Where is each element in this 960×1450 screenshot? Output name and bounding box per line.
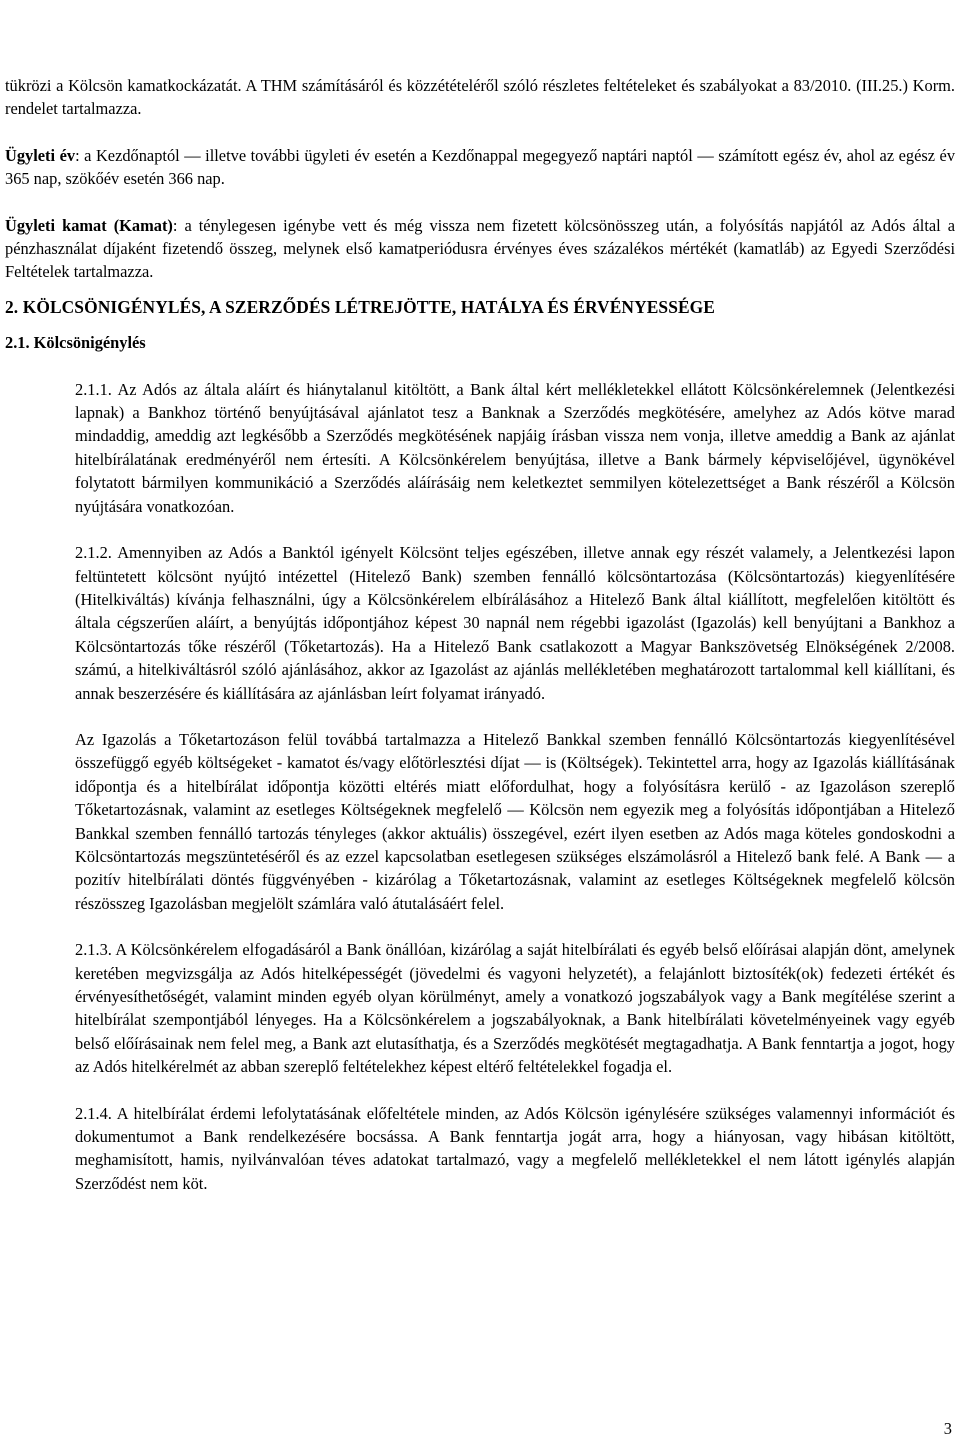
paragraph-2-1-3: 2.1.3. A Kölcsönkérelem elfogadásáról a Bank önállóan, kizárólag a saját hitelbírálati és egyéb belső előírásai alapján dönt, amelynek keretében megvizsgálja az Adós hitelképességét (jövedelmi és vagyoni helyzetét), a felajánlott biztosíték(ok) fedezeti értékét és érvényesíthetőségét, valamint minden egyéb olyan körülményt, amely a vonatkozó jogszabályok vagy a Bank megítélése szerint a hitelbírálat szempontjából lényeges. Ha a Kölcsönkérelem a jogszabályoknak, a Bank hitelbírálati követelményeinek vagy egyéb belső előírásainak nem felel meg, a Bank azt elutasíthatja, és a Szerződés megkötését megtagadhatja. A Bank fenntartja a jogot, hogy az Adós hitelkérelmét az abban szereplő feltételekhez képest eltérő feltételekkel fogadja el.	[75, 940, 955, 1077]
paragraph-2-1-1: 2.1.1. Az Adós az általa aláírt és hiánytalanul kitöltött, a Bank által kért mellékletekkel ellátott Kölcsönkérelemnek (Jelentkezési lapnak) a Bankhoz történő benyújtásával ajánlatot tesz a Banknak a Szerződés megkötésére, amelyhez az Adós kötve marad mindaddig, ameddig azt legkésőbb a Szerződés megkötésének napjáig írásban vissza nem vonja, illetve ameddig a Bank az ajánlat hitelbírálatának eredményéről nem értesíti. A Kölcsönkérelem benyújtása, illetve a Bank bármely képviselőjével, ügynökével folytatott bármilyen kommunikáció a Szerződés aláírásáig nem keletkeztet semmilyen kötelezettséget a Bank részéről a Kölcsön nyújtására vonatkozóan.	[75, 379, 955, 516]
paragraph-2-1-4: 2.1.4. A hitelbírálat érdemi lefolytatásának előfeltétele minden, az Adós Kölcsön igénylésére szükséges valamennyi információt és dokumentumot a Bank rendelkezésére bocsássa. A Bank fenntartja jogát arra, hogy a hiányosan, vagy hibásan kitöltött, meghamisított, hamis, nyilvánvalóan téves adatokat tartalmazó, vagy a megfelelő mellékletekkel el nem látott igénylés alapján Szerződést nem köt.	[75, 1103, 955, 1193]
section-title: 2. KÖLCSÖNIGÉNYLÉS, A SZERZŐDÉS LÉTREJÖTTE, HATÁLYA ÉS ÉRVÉNYESSÉGE	[5, 296, 716, 317]
page-number: 3	[943, 1419, 952, 1438]
definition-term: Ügyleti kamat (Kamat)	[5, 215, 173, 235]
definition-text: : a Kezdőnaptól ― illetve további ügyleti év esetén a Kezdőnappal megegyező naptári naptól ― számított egész év, ahol az egész év 365 nap, szökőév esetén 366 nap.	[5, 145, 956, 189]
definition-ugyleti-ev	[5, 144, 955, 191]
definition-term: Ügyleti év	[5, 145, 76, 165]
paragraph-2-1-2: 2.1.2. Amennyiben az Adós a Banktól igényelt Kölcsönt teljes egészében, illetve annak egy részét valamely, a Jelentkezési lapon feltüntetett kölcsönt nyújtó intézettel (Hitelező Bank) szemben fennálló kölcsöntartozása (Kölcsöntartozás) kiegyenlítésére (Hitelkiváltás) kívánja felhasználni, úgy a Kölcsönkérelem elbírálásához a Hitelező Bank által kiállított, megfelelően kitöltött és általa cégszerűen aláírt, a benyújtás időpontjához képest 30 napnál nem régebbi igazolást (Igazolás) kell benyújtani a Bankhoz a Kölcsöntartozás tőke részéről (Tőketartozás). Ha a Hitelező Bank csatlakozott a Magyar Bankszövetség Elnökségének 2/2008. számú, a hitelkiváltásról szóló ajánlásához, akkor az Igazolást az ajánlás mellékletében meghatározott tartalommal kell kiállítani, és annak beszerzésére és kiállítására az ajánlásban leírt folyamat irányadó.	[75, 543, 955, 703]
document-body	[5, 74, 955, 1195]
definition-ugyleti-kamat	[5, 214, 955, 284]
subsection-title: 2.1. Kölcsönigénylés	[5, 333, 146, 353]
definition-text: : a ténylegesen igénybe vett és még vissza nem fizetett kölcsönösszeg után, a folyósítás napjától az Adós által a pénzhasználat díjaként fizetendő összeg, melynek első kamatperiódusra érvényes éves százalékos mértékét (kamatláb) az Egyedi Szerződési Feltételek tartalmazza.	[5, 215, 955, 282]
paragraph-igazolas: Az Igazolás a Tőketartozáson felül továbbá tartalmazza a Hitelező Bankkal szemben fennálló Kölcsöntartozás kiegyenlítésével összefüggő egyéb költségeket - kamatot és/vagy előtörlesztési díjat ― is (Költségek). Tekintettel arra, hogy az Igazolás kiállításának időpontja és a hitelbírálat időpontja közötti eltérés miatt előfordulhat, hogy a folyósításra kerülő - az Igazoláson szereplő Tőketartozásnak, valamint az esetleges Költségeknek megfelelő ― Kölcsön nem egyezik meg a folyósítás időpontjában a Hitelező Bankkal szemben fennálló tartozás tényleges (akkor aktuális) összegével, ezért ilyen esetben az Adós maga köteles gondoskodni a Kölcsöntartozás megszüntetéséről és az ezzel kapcsolatban esetlegesen szükséges elszámolásról a Hitelező bank felé. A Bank ― a pozitív hitelbírálati döntés függvényében - kizárólag a Tőketartozásnak, valamint az esetleges Költségeknek megfelelő kölcsön részösszeg Igazolásban megjelölt számlára való átutalásáért felel.	[75, 729, 955, 913]
intro-paragraph: tükrözi a Kölcsön kamatkockázatát. A THM számításáról és közzétételéről szóló részletes feltételeket és szabályokat a 83/2010. (III.25.) Korm. rendelet tartalmazza.	[5, 76, 955, 119]
